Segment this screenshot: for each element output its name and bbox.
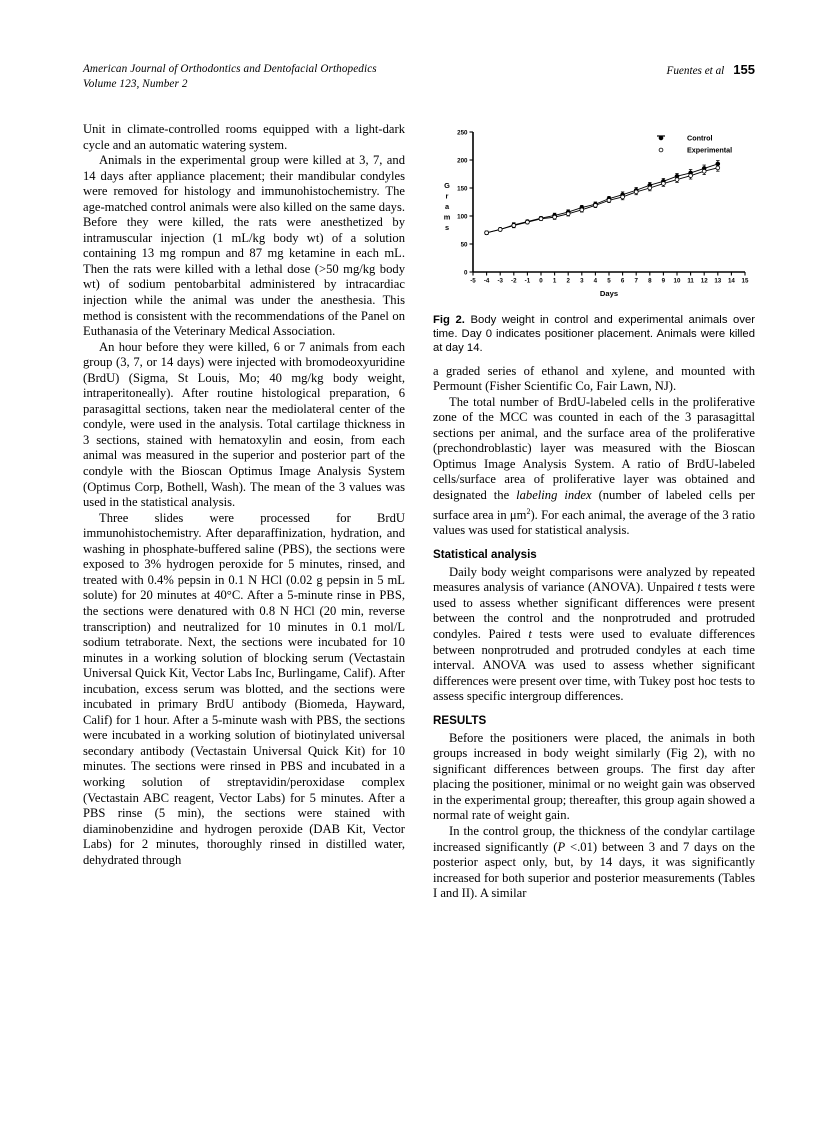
paragraph-text: tests were used to evaluate differences between nonprotruded and protruded condyles at each time interval. ANOVA was used to assess whether significant differences were present over time, with Tukey post hoc tests to assess specific intergroup differences. bbox=[433, 627, 755, 704]
paragraph: Unit in climate-controlled rooms equipped with a light-dark cycle and an automatic watering system. bbox=[83, 122, 405, 152]
data-point-experimental bbox=[526, 220, 530, 224]
paragraph-text: Daily body weight comparisons were analyzed by repeated measures analysis of variance (ANOVA). Unpaired bbox=[433, 564, 755, 595]
legend-marker-experimental bbox=[659, 148, 663, 152]
labeling-index-term: labeling index bbox=[516, 487, 592, 502]
data-point-experimental bbox=[539, 217, 543, 221]
micrometer-squared-exponent: 2 bbox=[526, 506, 531, 516]
x-tick-label: 3 bbox=[580, 277, 584, 285]
x-tick-label: 7 bbox=[634, 277, 638, 285]
y-tick-label: 150 bbox=[457, 185, 468, 193]
labeling-index-tail: ). For each animal, the average of the 3 ratio values was used for statistical analysis. bbox=[433, 507, 755, 538]
p-value-italic: P bbox=[557, 839, 566, 854]
running-head-left bbox=[83, 62, 377, 92]
x-tick-label: 9 bbox=[661, 277, 666, 285]
body-weight-line-chart bbox=[433, 122, 755, 307]
paragraph-text: tests were used to assess whether significant differences were present between the control and the nonprotruded and protruded condyles. Paired bbox=[433, 580, 756, 641]
paragraph: a graded series of ethanol and xylene, and mounted with Permount (Fisher Scientific Co, Fair Lawn, NJ). bbox=[433, 363, 755, 394]
running-head-right bbox=[667, 62, 756, 77]
x-tick-label: 6 bbox=[620, 277, 625, 285]
x-tick-label: 4 bbox=[593, 277, 598, 285]
page-number: 155 bbox=[733, 62, 755, 77]
paragraph: Three slides were processed for BrdU immunohistochemistry. After deparaffinization, hydration, and washing in phosphate-buffered saline (PBS), the sections were exposed to 3% hydrogen peroxide for 5 minutes, rinsed, and treated with 0.4% pepsin in 0.1 N HCl (0.02 g pepsin in 5 mL solute) for 20 minutes at 40°C. After a 5-minute rinse in PBS, the sections were denatured with 0.8 N HCl (20 min, reverse transcription) and neutralized for 10 minutes in 0.1 mol/L sodium tetraborate. Next, the sections were incubated for 10 minutes in a working solution of blocking serum (Vectastain Universal Quick Kit, Vector Labs Inc, Burlingame, Calif). After incubation, excess serum was blotted, and the sections were incubated in primary BrdU antibody (Biomeda, Hayward, Calif) for 1 hour. After a 5-minute wash with PBS, the sections were incubated in a working solution of biotinylated universal secondary antibody (Vectastain Universal Quick Kit) for 10 minutes. The sections were rinsed in PBS and incubated in a working solution of streptavidin/peroxidase complex (Vectastain ABC reagent, Vector Labs) for 5 minutes. After a PBS rinse (5 min), the sections were stained with diaminobenzidine and hydrogen peroxide (DAB Kit, Vector Labs) for 2 minutes, thoroughly rinsed in distilled water, dehydrated through bbox=[83, 510, 405, 867]
x-tick-label: -4 bbox=[483, 277, 490, 285]
data-point-experimental bbox=[621, 195, 625, 199]
data-point-experimental bbox=[634, 190, 638, 194]
data-point-experimental bbox=[566, 212, 570, 216]
data-point-experimental bbox=[498, 228, 502, 232]
y-axis-label-char: m bbox=[443, 212, 451, 222]
x-tick-label: 14 bbox=[727, 277, 735, 285]
data-point-experimental bbox=[553, 215, 557, 219]
figure-caption-text: Body weight in control and experimental animals over time. Day 0 indicates positioner placement. Animals were killed at day 14. bbox=[433, 314, 756, 355]
x-tick-label: 10 bbox=[673, 277, 681, 285]
x-tick-label: -1 bbox=[524, 277, 531, 285]
y-tick-label: 0 bbox=[464, 269, 468, 277]
right-column bbox=[433, 122, 755, 902]
heading-statistical-analysis: Statistical analysis bbox=[433, 547, 537, 561]
x-tick-label: 8 bbox=[648, 277, 652, 285]
y-axis-label-char: a bbox=[444, 202, 450, 211]
data-point-experimental bbox=[512, 224, 516, 228]
x-tick-label: 5 bbox=[607, 277, 611, 285]
figure-2 bbox=[433, 122, 755, 356]
legend-marker-control bbox=[659, 136, 663, 140]
legend-label: Control bbox=[687, 133, 713, 143]
paragraph-text: In the control group, the thickness of the condylar cartilage increased significantly ( bbox=[433, 824, 755, 854]
x-tick-label: 12 bbox=[700, 277, 708, 285]
paragraph bbox=[433, 395, 755, 539]
paragraph: An hour before they were killed, 6 or 7 animals from each group (3, 7, or 14 days) were injected with bromodeoxyuridine (BrdU) (Sigma, St Louis, Mo; 40 mg/kg body weight, intraperitoneally). After routine histological preparation, 6 parasagittal sections, taken near the mediolateral center of the condyle, were used in the analysis. Total cartilage thickness in 3 sections, stained with hematoxylin and eosin, from each animal was measured in the superior and posterior part of the condyle with the Bioscan Optimus Image Analysis System (Optimus Corp, Bothell, Wash). The mean of the 3 values was used in the statistical analysis. bbox=[83, 339, 405, 510]
data-point-experimental bbox=[648, 186, 652, 190]
t-test-italic: t bbox=[528, 627, 532, 641]
x-tick-label: 0 bbox=[539, 277, 543, 285]
x-tick-label: 1 bbox=[552, 277, 557, 285]
figure-image bbox=[433, 122, 755, 307]
paragraph bbox=[433, 565, 755, 705]
y-tick-label: 100 bbox=[457, 213, 468, 221]
x-tick-label: 2 bbox=[566, 277, 570, 285]
data-point-experimental bbox=[594, 203, 598, 207]
y-tick-label: 200 bbox=[457, 157, 468, 165]
labeling-index-rest: (number of labeled cells per surface area in μm bbox=[433, 487, 755, 522]
t-test-italic: t bbox=[697, 580, 701, 595]
x-tick-label: -5 bbox=[470, 277, 476, 285]
figure-caption-label: Fig 2. bbox=[433, 314, 465, 326]
y-tick-label: 50 bbox=[460, 241, 468, 249]
figure-caption bbox=[433, 313, 755, 356]
x-tick-label: -3 bbox=[497, 277, 503, 285]
legend-label: Experimental bbox=[687, 145, 733, 155]
data-point-experimental bbox=[716, 166, 720, 170]
paragraph-text: <.01) between 3 and 7 days on the posterior aspect only, but, by 14 days, it was significantly increased for both superior and posterior measurements (Tables I and II). A similar bbox=[433, 839, 755, 901]
data-point-experimental bbox=[689, 174, 693, 178]
volume-issue: Volume 123, Number 2 bbox=[83, 78, 188, 90]
data-point-experimental bbox=[702, 169, 706, 173]
author-citation: Fuentes et al bbox=[666, 65, 725, 77]
x-tick-label: 15 bbox=[741, 277, 749, 285]
heading-results: RESULTS bbox=[433, 713, 487, 727]
y-axis-label-char: G bbox=[444, 181, 450, 190]
x-axis-label: Days bbox=[599, 289, 619, 298]
y-axis-label-char: r bbox=[445, 191, 449, 201]
series-line-control bbox=[487, 164, 718, 233]
paragraph: Before the positioners were placed, the animals in both groups increased in body weight similarly (Fig 2), with no significant differences between groups. The first day after placing the positioner, minimal or no weight gain was observed in the experimental group; thereafter, this group again showed a normal rate of weight gain. bbox=[433, 730, 755, 823]
x-tick-label: 11 bbox=[687, 277, 694, 285]
y-axis-label-char: s bbox=[444, 223, 450, 232]
running-head bbox=[83, 62, 755, 92]
x-tick-label: 13 bbox=[714, 277, 722, 285]
paragraph-text: The total number of BrdU-labeled cells in the proliferative zone of the MCC was counted in each of the 3 parasagittal sections per animal, and the surface area of the proliferative (prechondroblastic) layer was measured with the Bioscan Optimus Image Analysis System. A ratio of BrdU-labeled cells/surface area of proliferative layer was obtained and designated the bbox=[433, 394, 755, 502]
data-point-experimental bbox=[580, 208, 584, 212]
x-tick-label: -2 bbox=[511, 277, 517, 285]
data-point-experimental bbox=[675, 178, 679, 182]
paragraph bbox=[433, 824, 755, 902]
data-point-experimental bbox=[485, 231, 489, 235]
y-tick-label: 250 bbox=[457, 129, 468, 137]
journal-title: American Journal of Orthodontics and Dentofacial Orthopedics bbox=[83, 63, 377, 75]
data-point-experimental bbox=[662, 182, 666, 186]
data-point-experimental bbox=[607, 198, 611, 202]
paragraph: Animals in the experimental group were killed at 3, 7, and 14 days after appliance placement; their mandibular condyles were removed for histology and immunohistochemistry. The age-matched control animals were also killed on the same days. Before they were killed, the rats were anesthetized by intramuscular injection (1 mL/kg body wt) of a solution containing 13 mg rompun and 87 mg ketamine in each mL. Then the rats were killed with a lethal dose (>50 mg/kg body wt) of sodium pentobarbital administered by intracardiac injection while the animal was under the anesthesia. This method is consistent with the recommendations of the Panel on Euthanasia of the Veterinary Medical Association. bbox=[83, 153, 405, 339]
left-column bbox=[83, 122, 405, 868]
